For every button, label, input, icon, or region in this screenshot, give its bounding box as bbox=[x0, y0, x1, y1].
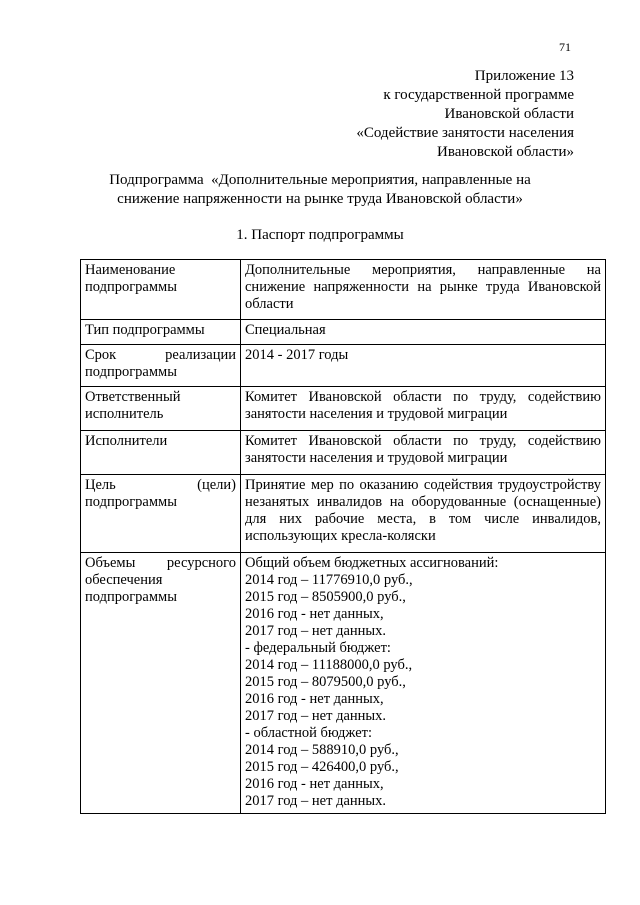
table-row bbox=[81, 320, 606, 345]
row-value-budget bbox=[241, 553, 606, 814]
table-row bbox=[81, 345, 606, 387]
budget-line: 2017 год – нет данных. bbox=[245, 708, 387, 724]
appendix-line: к государственной программе bbox=[383, 87, 574, 103]
appendix-line: Ивановской области bbox=[444, 106, 574, 122]
subprogram-title-line: Подпрограмма «Дополнительные мероприятия, направленные на bbox=[109, 172, 531, 188]
table-row bbox=[81, 431, 606, 475]
budget-line: 2017 год – нет данных. bbox=[245, 793, 387, 809]
row-value: Комитет Ивановской области по труду, содействию занятости населения и трудовой миграции bbox=[241, 431, 606, 475]
budget-line: 2015 год – 8079500,0 руб., bbox=[245, 674, 406, 690]
row-value: Дополнительные мероприятия, направленные на снижение напряженности на рынке труда Ивановской области bbox=[241, 260, 606, 320]
budget-line: 2014 год – 11776910,0 руб., bbox=[245, 572, 413, 588]
page-number: 71 bbox=[559, 40, 571, 54]
table-row bbox=[81, 475, 606, 553]
row-label: Наименование подпрограммы bbox=[81, 260, 241, 320]
row-value: Комитет Ивановской области по труду, содействию занятости населения и трудовой миграции bbox=[241, 387, 606, 431]
budget-line: 2015 год – 8505900,0 руб., bbox=[245, 589, 406, 605]
row-label: Цель (цели) подпрограммы bbox=[81, 475, 241, 553]
budget-line: 2015 год – 426400,0 руб., bbox=[245, 759, 399, 775]
row-label: Тип подпрограммы bbox=[81, 320, 241, 345]
budget-line: 2014 год – 588910,0 руб., bbox=[245, 742, 399, 758]
passport-table bbox=[80, 259, 606, 814]
table-row bbox=[81, 260, 606, 320]
subprogram-title-line: снижение напряженности на рынке труда Ивановской области» bbox=[117, 191, 523, 207]
appendix-line: Ивановской области» bbox=[437, 144, 574, 160]
budget-line: 2016 год - нет данных, bbox=[245, 776, 384, 792]
table-row bbox=[81, 387, 606, 431]
passport-heading: 1. Паспорт подпрограммы bbox=[236, 227, 404, 243]
row-label: Исполнители bbox=[81, 431, 241, 475]
budget-line: 2014 год – 11188000,0 руб., bbox=[245, 657, 413, 673]
budget-line: - федеральный бюджет: bbox=[245, 640, 391, 656]
subprogram-title bbox=[60, 171, 580, 209]
budget-line: 2017 год – нет данных. bbox=[245, 623, 387, 639]
appendix-line: «Содействие занятости населения bbox=[356, 125, 574, 141]
appendix-header bbox=[356, 67, 574, 162]
row-value: Специальная bbox=[241, 320, 606, 345]
row-value: Принятие мер по оказанию содействия трудоустройству незанятых инвалидов на оборудованные (оснащенные) для них рабочие места, в том числе инвалидов, использующих кресла-коляски bbox=[241, 475, 606, 553]
budget-line: Общий объем бюджетных ассигнований: bbox=[245, 555, 499, 571]
row-label: Срок реализации подпрограммы bbox=[81, 345, 241, 387]
table-row bbox=[81, 553, 606, 814]
appendix-line: Приложение 13 bbox=[474, 68, 574, 84]
budget-line: - областной бюджет: bbox=[245, 725, 373, 741]
row-label: Объемы ресурсного обеспечения подпрограммы bbox=[81, 553, 241, 814]
budget-line: 2016 год - нет данных, bbox=[245, 691, 384, 707]
budget-line: 2016 год - нет данных, bbox=[245, 606, 384, 622]
row-label: Ответственный исполнитель bbox=[81, 387, 241, 431]
row-value: 2014 - 2017 годы bbox=[241, 345, 606, 387]
